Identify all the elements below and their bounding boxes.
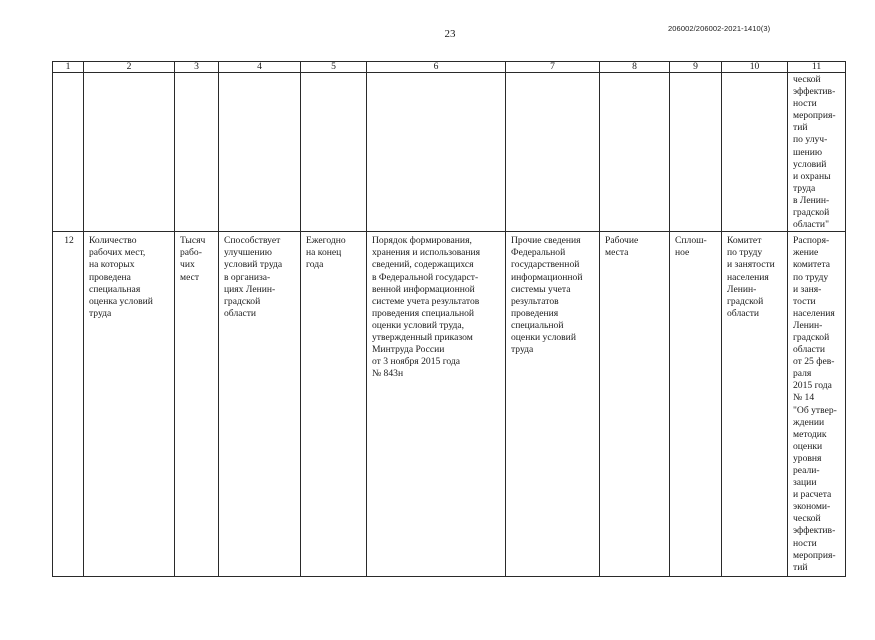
text-line: Ежегодно xyxy=(306,235,346,247)
text-line: оценки условий xyxy=(511,331,576,343)
text-line: ждении xyxy=(793,416,825,428)
table-cell xyxy=(53,73,84,232)
text-line: ное xyxy=(675,247,690,259)
text-line: проведена xyxy=(89,271,131,283)
column-number: 6 xyxy=(367,62,506,73)
text-line: результатов xyxy=(511,295,559,307)
text-line: экономи- xyxy=(793,501,831,513)
text-line: Сплош- xyxy=(675,235,707,247)
text-line: № 14 xyxy=(793,392,815,404)
column-number: 3 xyxy=(175,62,219,73)
text-line: 2015 года xyxy=(793,380,832,392)
column-number: 10 xyxy=(722,62,788,73)
column-number: 9 xyxy=(670,62,722,73)
text-line: рабочих мест, xyxy=(89,247,146,259)
text-line: № 843н xyxy=(372,368,404,380)
column-number: 1 xyxy=(53,62,84,73)
text-line: венной информационной xyxy=(372,283,475,295)
legal-basis xyxy=(788,232,846,577)
text-line: хранения и использования xyxy=(372,247,481,259)
document-code: 206002/206002-2021-1410(3) xyxy=(668,24,771,33)
text-line: оценка условий xyxy=(89,295,153,307)
text-line: "Об утвер- xyxy=(793,404,837,416)
column-number: 8 xyxy=(600,62,670,73)
unit-of-measure xyxy=(175,232,219,577)
legal-basis-continuation xyxy=(788,73,846,232)
text-line: оценки xyxy=(793,440,823,452)
text-line: Рабочие xyxy=(605,235,639,247)
text-line: эффектив- xyxy=(793,525,836,537)
table-cell xyxy=(219,73,301,232)
text-line: системы учета xyxy=(511,283,571,295)
text-line: и заня- xyxy=(793,283,822,295)
table-cell xyxy=(722,73,788,232)
text-line: Тысяч xyxy=(180,235,206,247)
text-line: циях Ленин- xyxy=(224,283,276,295)
text-line: зации xyxy=(793,477,817,489)
text-line: труда xyxy=(793,182,816,194)
text-line: мероприя- xyxy=(793,110,836,122)
table-cell xyxy=(367,73,506,232)
text-line: и охраны xyxy=(793,170,831,182)
text-line: на конец xyxy=(306,247,342,259)
text-line: оценки условий труда, xyxy=(372,319,465,331)
text-line: раля xyxy=(793,368,812,380)
text-line: государственной xyxy=(511,259,580,271)
text-line: области" xyxy=(793,219,829,231)
text-line: тий xyxy=(793,122,808,134)
text-line: от 25 фев- xyxy=(793,356,835,368)
text-line: ности xyxy=(793,98,817,110)
text-line: населения xyxy=(727,271,769,283)
indicator-name xyxy=(84,232,175,577)
table-row xyxy=(53,232,846,577)
table-cell xyxy=(175,73,219,232)
text-line: ческой xyxy=(793,513,821,525)
text-line: области xyxy=(224,307,257,319)
text-line: года xyxy=(306,259,324,271)
text-line: условий xyxy=(793,158,827,170)
text-line: специальной xyxy=(511,319,564,331)
text-line: Порядок формирования, xyxy=(372,235,472,247)
text-line: Федеральной xyxy=(511,247,566,259)
text-line: тости xyxy=(793,295,816,307)
text-line: мест xyxy=(180,271,200,283)
periodicity xyxy=(301,232,367,577)
column-number: 4 xyxy=(219,62,301,73)
text-line: ческой xyxy=(793,74,821,85)
text-line: и занятости xyxy=(727,259,775,271)
text-line: Распоря- xyxy=(793,235,830,247)
text-line: рабо- xyxy=(180,247,202,259)
page-number: 23 xyxy=(444,28,456,40)
text-line: сведений, содержащихся xyxy=(372,259,474,271)
responsible-body xyxy=(722,232,788,577)
row-number: 12 xyxy=(53,232,84,577)
text-line: Комитет xyxy=(727,235,762,247)
text-line: тий xyxy=(793,561,808,573)
text-line: на которых xyxy=(89,259,135,271)
text-line: реали- xyxy=(793,465,820,476)
text-line: улучшению xyxy=(224,247,272,259)
table-cell xyxy=(84,73,175,232)
column-number: 7 xyxy=(506,62,600,73)
text-line: градской xyxy=(224,295,261,307)
text-line: Ленин- xyxy=(793,319,823,331)
column-number: 2 xyxy=(84,62,175,73)
text-line: по труду xyxy=(793,271,829,283)
text-line: от 3 ноября 2015 года xyxy=(372,356,461,368)
text-line: градской xyxy=(727,295,764,307)
table-cell xyxy=(301,73,367,232)
column-number: 5 xyxy=(301,62,367,73)
text-line: в Ленин- xyxy=(793,194,830,206)
text-line: шению xyxy=(793,146,823,158)
text-line: жение xyxy=(793,247,819,259)
text-line: условий труда xyxy=(224,259,283,271)
coverage xyxy=(670,232,722,577)
text-line: ности xyxy=(793,537,817,549)
indicators-table xyxy=(52,61,846,577)
text-line: методик xyxy=(793,428,827,440)
table-cell xyxy=(670,73,722,232)
text-line: по труду xyxy=(727,247,763,259)
table-cell xyxy=(506,73,600,232)
text-line: градской xyxy=(793,331,830,343)
text-line: труда xyxy=(89,307,112,319)
text-line: специальная xyxy=(89,283,141,295)
text-line: Способствует xyxy=(224,235,281,247)
text-line: в Федеральной государст- xyxy=(372,271,479,283)
text-line: уровня xyxy=(793,452,822,464)
observation-units xyxy=(600,232,670,577)
text-line: труда xyxy=(511,344,534,356)
text-line: утвержденный приказом xyxy=(372,331,473,343)
text-line: системе учета результатов xyxy=(372,295,480,307)
text-line: Количество xyxy=(89,235,137,247)
text-line: и расчета xyxy=(793,489,832,501)
table-cell xyxy=(600,73,670,232)
text-line: места xyxy=(605,247,629,259)
text-line: проведения xyxy=(511,307,559,319)
text-line: по улуч- xyxy=(793,134,828,146)
column-number-row xyxy=(53,62,846,73)
calculation-method xyxy=(367,232,506,577)
continuation-row xyxy=(53,73,846,232)
text-line: комитета xyxy=(793,259,831,271)
text-line: чих xyxy=(180,259,195,271)
text-line: градской xyxy=(793,207,830,219)
text-line: Ленин- xyxy=(727,283,757,295)
text-line: проведения специальной xyxy=(372,307,475,319)
data-source xyxy=(506,232,600,577)
text-line: в организа- xyxy=(224,271,271,283)
text-line: эффектив- xyxy=(793,86,836,98)
text-line: мероприя- xyxy=(793,549,836,561)
indicator-purpose xyxy=(219,232,301,577)
column-number: 11 xyxy=(788,62,846,73)
text-line: информационной xyxy=(511,271,583,283)
text-line: Минтруда России xyxy=(372,344,445,356)
text-line: области xyxy=(793,344,826,356)
text-line: населения xyxy=(793,307,835,319)
text-line: области xyxy=(727,307,760,319)
text-line: Прочие сведения xyxy=(511,235,581,247)
